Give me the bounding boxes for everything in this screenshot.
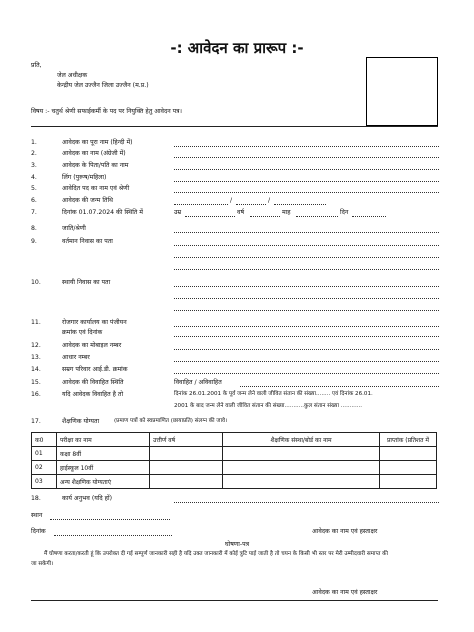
field-label: आवेदक का मोबाइल नम्बर	[62, 342, 122, 349]
age-months[interactable]	[250, 216, 280, 217]
education-table	[31, 432, 437, 489]
place-label: स्थान	[31, 512, 43, 519]
field-num: 18.	[31, 495, 41, 502]
declaration-text: जा सकेगी।	[31, 561, 54, 567]
row-board[interactable]	[223, 461, 380, 475]
dob-month[interactable]	[236, 204, 266, 205]
field-label: आवेदक की विवाहित स्थिति	[62, 379, 124, 386]
subject: विषय :- चतुर्थ श्रेणी सफाईकर्मी के पद पर नियुक्ति हेतु आवेदन पत्र।	[31, 108, 182, 115]
field-num: 17.	[31, 418, 41, 425]
address-line2: केन्द्रीय जेल उज्जैन जिला उज्जैन (म.प्र.)	[57, 82, 149, 89]
field-label: आवेदक के पिता/पति का नाम	[62, 162, 129, 169]
table-header: प्राप्तांक (प्रतिशत में	[380, 433, 437, 447]
dob-day[interactable]	[174, 204, 228, 205]
field-num: 13.	[31, 354, 41, 361]
field-num: 2.	[31, 150, 37, 157]
age-din: दिन	[340, 209, 349, 216]
field-label: लिंग (पुरूष/महिला)	[62, 174, 107, 181]
date-line[interactable]	[54, 535, 172, 536]
row-name: हाईस्कूल 10वीं	[57, 461, 150, 475]
field-num: 16.	[31, 391, 41, 398]
age-days[interactable]	[296, 216, 338, 217]
row-marks[interactable]	[380, 447, 437, 461]
signature-label: आवेदक का नाम एवं हस्ताक्षर	[312, 528, 378, 535]
page-title: -: आवेदन का प्रारूप :-	[170, 39, 304, 57]
field-label: सम्रग परिवार आई.डी. क्रमांक	[62, 366, 128, 373]
age-label: उम्र	[174, 209, 182, 216]
field17-note: (प्रमाण पत्रों को स्वप्रमाणित (छायाप्रति) संलग्न की जावे।	[114, 418, 228, 424]
field-line[interactable]	[174, 157, 439, 158]
table-header: शैक्षणिक संस्था/बोर्ड का नाम	[223, 433, 380, 447]
field-num: 8.	[31, 225, 37, 232]
field-label: स्थायी निवास का पता	[62, 279, 111, 286]
row-year[interactable]	[150, 475, 223, 489]
field-num: 7.	[31, 209, 37, 216]
field-num: 1.	[31, 139, 37, 146]
field-label: जाति/श्रेणी	[62, 225, 86, 232]
dob-sep: /	[268, 197, 271, 204]
field-num: 12.	[31, 342, 41, 349]
experience-line[interactable]	[174, 502, 439, 503]
address-line[interactable]	[174, 286, 439, 287]
field-num: 6.	[31, 197, 37, 204]
field-num: 10.	[31, 279, 41, 286]
row-board[interactable]	[223, 475, 380, 489]
address-line1: जेल अधीक्षक	[57, 72, 88, 79]
row-name: अन्य शैक्षणिक योग्यताएं	[57, 475, 150, 489]
field-label: आवेदित पद का नाम एवं श्रेणी	[62, 185, 130, 192]
field-line[interactable]	[174, 336, 439, 337]
field-line[interactable]	[174, 146, 439, 147]
field-label: यदि आवेदक विवाहित है तो	[62, 391, 124, 398]
table-header: उत्तीर्ण वर्ष	[150, 433, 223, 447]
field-line[interactable]	[174, 232, 439, 233]
field-label: वर्तमान निवास का पता	[62, 238, 113, 245]
age-varsh: वर्ष	[237, 209, 245, 216]
field-label: आवेदक का पूरा नाम (हिन्दी में)	[62, 139, 133, 146]
field-label: आवेदक की जन्म तिथि	[62, 197, 114, 204]
table-header: क0	[32, 433, 57, 447]
field-line[interactable]	[174, 192, 439, 193]
declaration-title: घोषणा-पत्र	[224, 541, 250, 548]
row-year[interactable]	[150, 447, 223, 461]
age-line[interactable]	[352, 216, 386, 217]
field-num: 15.	[31, 379, 41, 386]
address-line[interactable]	[174, 257, 439, 258]
address-line[interactable]	[174, 310, 439, 311]
row-year[interactable]	[150, 461, 223, 475]
field-num: 11.	[31, 319, 41, 326]
declaration-text: मैं घोषणा करता/करती हूं कि उपरोक्त दी गई सम्पूर्ण जानकारी सही है यदि उक्त जानकारी में कोई त्रुटि पाई जाती है तो चयन के किसी भी स्तर पर मेरी उम्मीदवारी समाप्त की	[44, 551, 388, 557]
row-no: 03	[32, 475, 57, 489]
table-row	[32, 461, 437, 475]
date-label: दिनांक	[31, 528, 46, 535]
row-board[interactable]	[223, 447, 380, 461]
field-label-line2: क्रमांक एवं दिनांक	[62, 329, 103, 336]
field-num: 5.	[31, 185, 37, 192]
samagra-line[interactable]	[174, 373, 439, 374]
table-row	[32, 447, 437, 461]
row-marks[interactable]	[380, 461, 437, 475]
row-name: कक्षा 8वीं	[57, 447, 150, 461]
signature-label: आवेदक का नाम एवं हस्ताक्षर	[312, 589, 378, 596]
photo-box	[366, 57, 438, 126]
address-line[interactable]	[174, 269, 439, 270]
table-header: परीक्षा का नाम	[57, 433, 150, 447]
field-label: कार्य अनुभव (यदि हों)	[62, 495, 112, 502]
mobile-line[interactable]	[174, 349, 439, 350]
dob-year[interactable]	[274, 204, 326, 205]
field-num: 9.	[31, 238, 37, 245]
field-line[interactable]	[174, 169, 439, 170]
field-label: आवेदक का नाम (अंग्रेजी में)	[62, 150, 126, 157]
row-no: 01	[32, 447, 57, 461]
field-line[interactable]	[174, 181, 439, 182]
field-num: 14.	[31, 366, 41, 373]
place-line[interactable]	[50, 519, 170, 520]
field-num: 3.	[31, 162, 37, 169]
field-label: रोजगार कार्यालय का पंजीयन	[62, 319, 127, 326]
divider	[31, 126, 438, 127]
field-label: आधार नम्बर	[62, 354, 90, 361]
age-years[interactable]	[185, 216, 235, 217]
row-marks[interactable]	[380, 475, 437, 489]
dob-sep: /	[230, 197, 233, 204]
bottom-divider	[31, 600, 438, 601]
field-label: शैक्षणिक योग्यता	[62, 418, 100, 425]
row-no: 02	[32, 461, 57, 475]
field-line[interactable]	[174, 326, 439, 327]
aadhar-line[interactable]	[174, 361, 439, 362]
field-num: 4.	[31, 174, 37, 181]
address-line[interactable]	[174, 245, 439, 246]
age-maah: माह	[282, 209, 291, 216]
address-prati: प्रति,	[31, 62, 42, 69]
table-row	[32, 475, 437, 489]
field-label: दिनांक 01.07.2024 की स्थिति में	[62, 209, 143, 216]
children-line1: दिनांक 26.01.2001 के पूर्व जन्म लेने वाली जीवित संतान की संख्या........ एवं दिनांक 26.01.	[174, 391, 373, 397]
table-header-row	[32, 433, 437, 447]
children-line2: 2001 के बाद जन्म लेने वाली जीवित संतान की संख्या...........कुल संतान संख्या ............	[174, 403, 363, 409]
field-line[interactable]	[240, 386, 439, 387]
marital-options[interactable]: विवाहित / अविवाहित	[174, 379, 222, 386]
address-line[interactable]	[174, 298, 439, 299]
